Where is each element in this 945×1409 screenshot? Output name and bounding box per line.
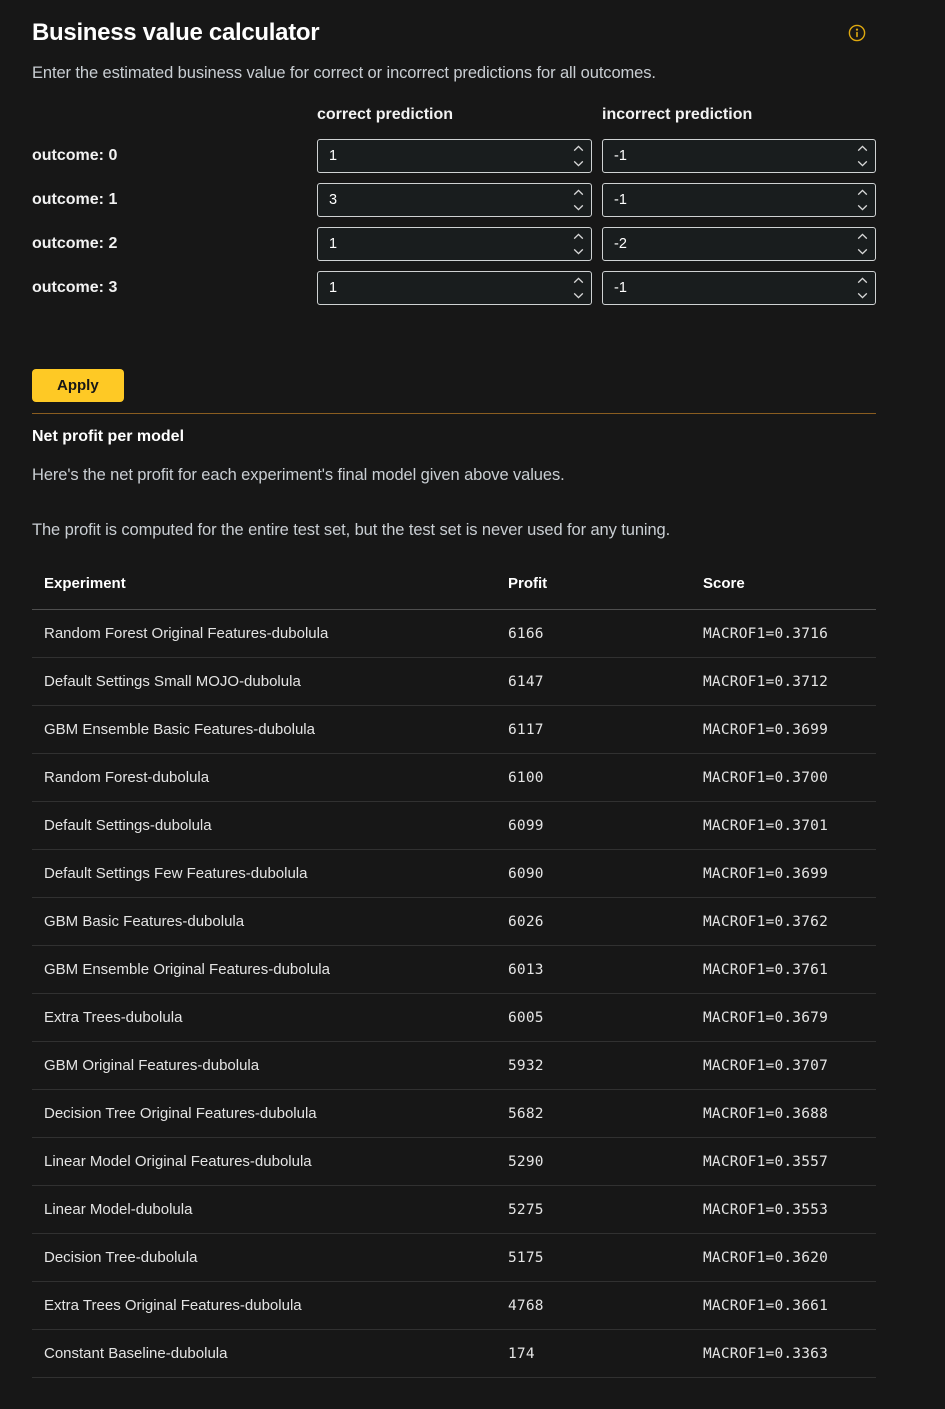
profit-value: 5290	[496, 1138, 691, 1186]
correct-prediction-input[interactable]	[317, 183, 592, 217]
spin-down-button[interactable]	[569, 201, 587, 214]
score-value: MACROF1=0.3620	[691, 1234, 876, 1282]
profit-value: 6117	[496, 706, 691, 754]
experiment-name: Random Forest Original Features-dubolula	[32, 610, 496, 658]
profit-value: 6166	[496, 610, 691, 658]
correct-prediction-spinbox	[317, 271, 592, 305]
calculator-row	[32, 227, 876, 261]
score-value: MACROF1=0.3553	[691, 1186, 876, 1234]
correct-prediction-spinbox	[317, 139, 592, 173]
profit-value: 5275	[496, 1186, 691, 1234]
results-table-head	[32, 571, 876, 610]
profit-value: 6090	[496, 850, 691, 898]
incorrect-prediction-spinbox	[602, 139, 876, 173]
experiment-name: Linear Model Original Features-dubolula	[32, 1138, 496, 1186]
spin-up-button[interactable]	[569, 230, 587, 243]
net-profit-description: Here's the net profit for each experiment's final model given above values.	[32, 466, 565, 484]
experiment-name: Decision Tree Original Features-dubolula	[32, 1090, 496, 1138]
incorrect-prediction-header: incorrect prediction	[602, 106, 753, 123]
score-value: MACROF1=0.3557	[691, 1138, 876, 1186]
spin-down-button[interactable]	[853, 289, 871, 302]
profit-value: 174	[496, 1330, 691, 1378]
score-value: MACROF1=0.3699	[691, 850, 876, 898]
incorrect-prediction-input[interactable]	[602, 227, 876, 261]
experiment-name: Decision Tree-dubolula	[32, 1234, 496, 1282]
score-value: MACROF1=0.3762	[691, 898, 876, 946]
spinner-buttons	[569, 142, 587, 170]
correct-prediction-spinbox	[317, 227, 592, 261]
incorrect-prediction-spinbox	[602, 183, 876, 217]
profit-value: 6100	[496, 754, 691, 802]
profit-value: 6013	[496, 946, 691, 994]
section-divider	[32, 413, 876, 414]
experiment-name: Default Settings-dubolula	[32, 802, 496, 850]
spinner-buttons	[569, 230, 587, 258]
score-column-header: Score	[691, 571, 876, 610]
calculator-row	[32, 183, 876, 217]
spinner-buttons	[853, 142, 871, 170]
profit-value: 6026	[496, 898, 691, 946]
table-row	[32, 706, 876, 754]
profit-value: 4768	[496, 1282, 691, 1330]
spin-up-button[interactable]	[569, 274, 587, 287]
score-value: MACROF1=0.3712	[691, 658, 876, 706]
table-row	[32, 610, 876, 658]
correct-prediction-spinbox	[317, 183, 592, 217]
experiment-name: Extra Trees-dubolula	[32, 994, 496, 1042]
spinner-buttons	[853, 274, 871, 302]
experiment-name: Default Settings Small MOJO-dubolula	[32, 658, 496, 706]
table-row	[32, 850, 876, 898]
score-value: MACROF1=0.3701	[691, 802, 876, 850]
outcome-label: outcome: 1	[32, 191, 118, 208]
score-value: MACROF1=0.3699	[691, 706, 876, 754]
intro-text: Enter the estimated business value for correct or incorrect predictions for all outcomes.	[32, 64, 656, 82]
header	[32, 19, 876, 47]
spinner-buttons	[569, 274, 587, 302]
correct-prediction-input[interactable]	[317, 271, 592, 305]
results-table	[32, 571, 876, 1378]
score-value: MACROF1=0.3661	[691, 1282, 876, 1330]
table-row	[32, 898, 876, 946]
experiment-name: Constant Baseline-dubolula	[32, 1330, 496, 1378]
spinner-buttons	[853, 186, 871, 214]
incorrect-prediction-input[interactable]	[602, 271, 876, 305]
spin-up-button[interactable]	[853, 230, 871, 243]
spin-down-button[interactable]	[569, 289, 587, 302]
score-value: MACROF1=0.3688	[691, 1090, 876, 1138]
profit-value: 6099	[496, 802, 691, 850]
experiment-name: Default Settings Few Features-dubolula	[32, 850, 496, 898]
spin-up-button[interactable]	[569, 186, 587, 199]
experiment-name: GBM Basic Features-dubolula	[32, 898, 496, 946]
outcome-label: outcome: 3	[32, 279, 118, 296]
table-row	[32, 1090, 876, 1138]
table-row	[32, 1042, 876, 1090]
table-row	[32, 1186, 876, 1234]
outcome-label: outcome: 0	[32, 147, 118, 164]
experiment-name: Random Forest-dubolula	[32, 754, 496, 802]
spin-down-button[interactable]	[569, 245, 587, 258]
net-profit-heading: Net profit per model	[32, 428, 185, 445]
info-icon[interactable]	[848, 24, 866, 42]
experiment-name: GBM Ensemble Basic Features-dubolula	[32, 706, 496, 754]
table-row	[32, 754, 876, 802]
test-set-note: The profit is computed for the entire test set, but the test set is never used for any tuning.	[32, 521, 671, 539]
spin-down-button[interactable]	[853, 245, 871, 258]
table-row	[32, 994, 876, 1042]
results-table-body	[32, 610, 876, 1378]
profit-value: 6147	[496, 658, 691, 706]
score-value: MACROF1=0.3363	[691, 1330, 876, 1378]
experiment-column-header: Experiment	[32, 571, 496, 610]
spin-down-button[interactable]	[853, 201, 871, 214]
experiment-name: GBM Ensemble Original Features-dubolula	[32, 946, 496, 994]
correct-prediction-header: correct prediction	[317, 106, 454, 123]
table-row	[32, 946, 876, 994]
incorrect-prediction-input[interactable]	[602, 183, 876, 217]
apply-button[interactable]: Apply	[32, 369, 124, 402]
table-row	[32, 1330, 876, 1378]
outcome-label: outcome: 2	[32, 235, 118, 252]
spin-down-button[interactable]	[569, 157, 587, 170]
table-row	[32, 802, 876, 850]
profit-value: 5932	[496, 1042, 691, 1090]
spin-up-button[interactable]	[853, 274, 871, 287]
experiment-name: Linear Model-dubolula	[32, 1186, 496, 1234]
spin-down-button[interactable]	[853, 157, 871, 170]
calculator-row	[32, 139, 876, 173]
experiment-name: GBM Original Features-dubolula	[32, 1042, 496, 1090]
calculator-rows	[32, 139, 876, 305]
experiment-name: Extra Trees Original Features-dubolula	[32, 1282, 496, 1330]
spin-up-button[interactable]	[853, 142, 871, 155]
correct-prediction-input[interactable]	[317, 139, 592, 173]
table-row	[32, 1138, 876, 1186]
calculator-column-headers	[32, 106, 876, 124]
correct-prediction-input[interactable]	[317, 227, 592, 261]
table-row	[32, 1234, 876, 1282]
table-row	[32, 658, 876, 706]
profit-column-header: Profit	[496, 571, 691, 610]
incorrect-prediction-spinbox	[602, 227, 876, 261]
profit-value: 6005	[496, 994, 691, 1042]
spin-up-button[interactable]	[569, 142, 587, 155]
table-row	[32, 1282, 876, 1330]
score-value: MACROF1=0.3679	[691, 994, 876, 1042]
score-value: MACROF1=0.3716	[691, 610, 876, 658]
spin-up-button[interactable]	[853, 186, 871, 199]
page-title: Business value calculator	[32, 19, 320, 46]
score-value: MACROF1=0.3707	[691, 1042, 876, 1090]
spinner-buttons	[853, 230, 871, 258]
profit-value: 5175	[496, 1234, 691, 1282]
profit-value: 5682	[496, 1090, 691, 1138]
incorrect-prediction-spinbox	[602, 271, 876, 305]
score-value: MACROF1=0.3761	[691, 946, 876, 994]
score-value: MACROF1=0.3700	[691, 754, 876, 802]
calculator-row	[32, 271, 876, 305]
incorrect-prediction-input[interactable]	[602, 139, 876, 173]
spinner-buttons	[569, 186, 587, 214]
